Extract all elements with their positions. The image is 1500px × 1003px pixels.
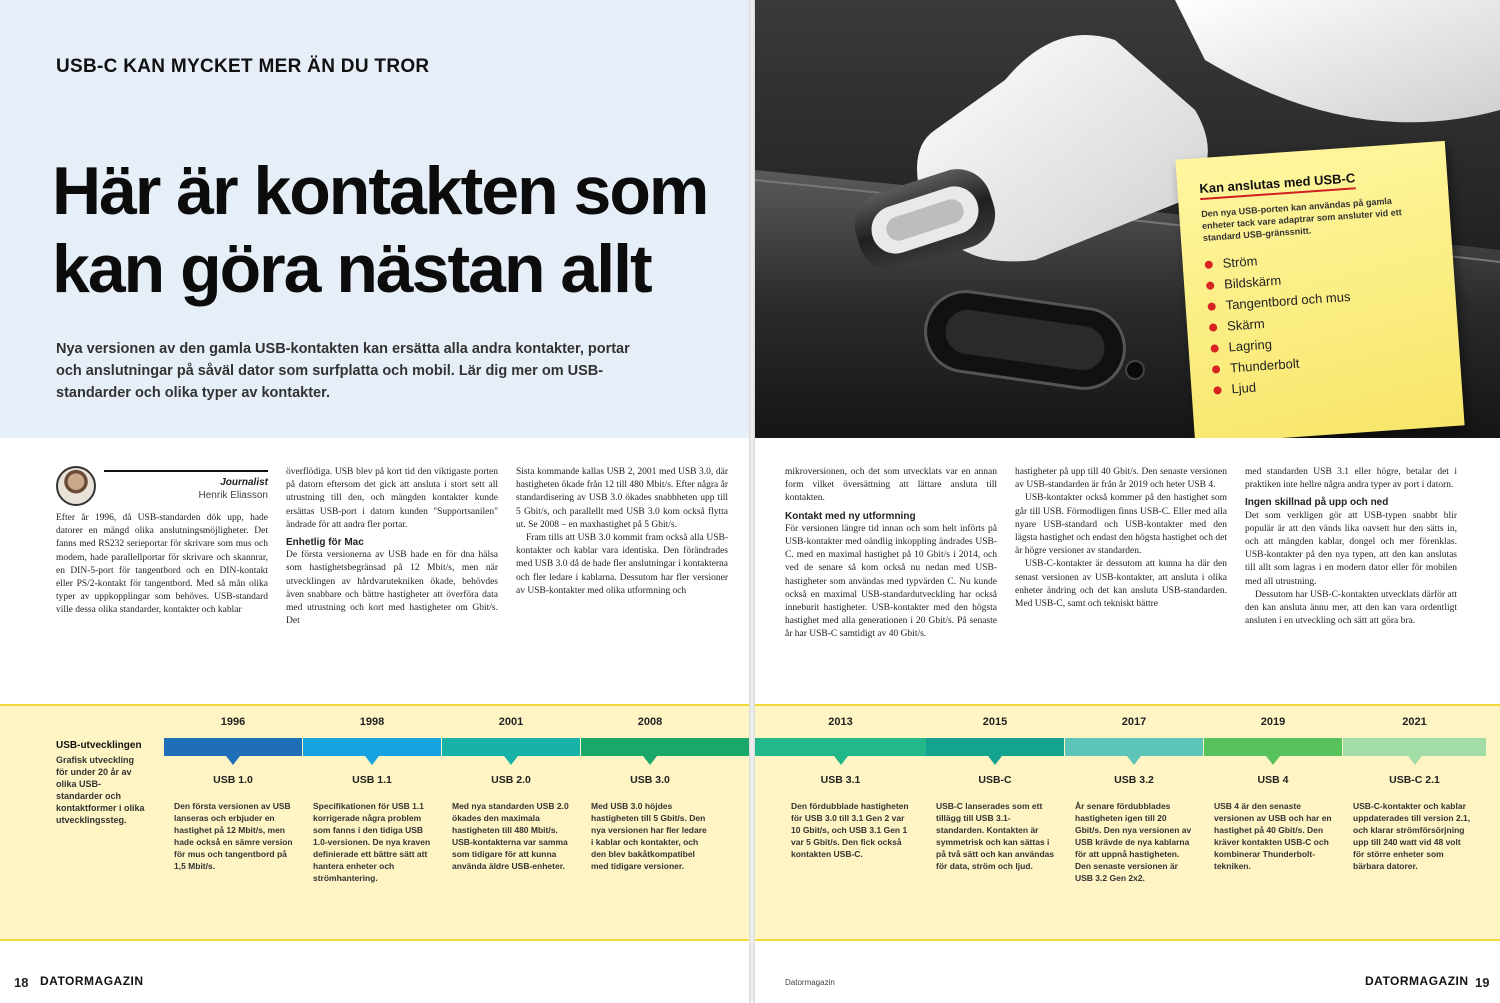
bullet-icon xyxy=(1204,260,1213,269)
timeline-standard: USB 3.2 xyxy=(1114,774,1154,786)
timeline-standard: USB 4 xyxy=(1257,774,1289,786)
sticky-item-label: Ström xyxy=(1222,253,1258,271)
subhead: Enhetlig för Mac xyxy=(286,537,364,549)
timeline-standard: USB 3.0 xyxy=(630,774,670,786)
timeline-entry xyxy=(1343,716,1486,936)
body-paragraph: Efter år 1996, då USB-standarden dök upp, hade datorer en mängd olika anslutningsmöjligheter. Det fanns med RS232 serieportar för skrivare som mus och modem, hade parallellportar för skrivare och skannrar, en DIN-5-port för tangentbord och en DIN-kontakt eller PS/2-kontakt för tangentbord. Med så mån olika typer av uppkopplingar som behöves. USB-standard ville dessa olika standarder, kontakter och kablar xyxy=(56,513,268,616)
body-paragraph: De första versionerna av USB hade en för dna hälsa som hastighetsbegränsad på 12 Mbit/s, men när utvecklingen av hårdvarutekniken ökade, behövdes även snabbare och bättre hastigheter att överföra data med utrustning och kort med hastigheter om Gbit/s. Det xyxy=(286,550,498,627)
timeline-year: 2019 xyxy=(1260,716,1286,728)
left-body-columns xyxy=(56,466,728,628)
bullet-icon xyxy=(1213,386,1222,395)
timeline-entry xyxy=(442,716,580,936)
timeline-arrow-icon xyxy=(365,756,379,765)
bullet-icon xyxy=(1210,344,1219,353)
timeline-bar xyxy=(926,738,1064,756)
timeline-standard: USB 1.0 xyxy=(213,774,253,786)
timeline-standard: USB-C 2.1 xyxy=(1389,774,1440,786)
body-column-4 xyxy=(785,466,997,642)
timeline-intro xyxy=(56,740,146,826)
body-column-5 xyxy=(1015,466,1227,642)
brand-small: Datormagazin xyxy=(785,978,835,987)
timeline-entry xyxy=(581,716,749,936)
timeline-description: År senare fördubblades hastigheten igen till 20 Gbit/s. Den nya versionen av USB krävde de nya kablarna för att uppnå hastigheten. Den senaste versionen är USB 3.2 Gen 2x2. xyxy=(1075,801,1192,883)
sticky-note-paper xyxy=(1175,141,1464,438)
timeline-description: USB 4 är den senaste versionen av USB och har en hastighet på 40 Gbit/s. Den kräver kontakten USB-C och kombinerar Thunderbolt-tekniken. xyxy=(1214,801,1332,871)
subhead: Kontakt med ny utformning xyxy=(785,510,916,522)
timeline-arrow-icon xyxy=(226,756,240,765)
timeline-intro-title: USB-utvecklingen xyxy=(56,740,142,751)
timeline-year: 2008 xyxy=(637,716,663,728)
body-column-1 xyxy=(56,466,268,628)
timeline-bar xyxy=(1065,738,1203,756)
timeline-bar xyxy=(1204,738,1342,756)
timeline-year: 2017 xyxy=(1121,716,1147,728)
timeline-year: 2001 xyxy=(498,716,524,728)
timeline-description: Den första versionen av USB lanseras och erbjuder en hastighet på 12 Mbit/s, men hade också en sämre version för mus och tangentbord på 1,5 Mbit/s. xyxy=(174,801,293,871)
timeline-standard: USB 3.1 xyxy=(820,774,861,786)
timeline-year: 1998 xyxy=(359,716,385,728)
sticky-text: Den nya USB-porten kan användas på gamla enheter tack vare adaptrar som ansluter vid ett standard USB-gränssnitt. xyxy=(1200,195,1403,244)
kicker: USB-C KAN MYCKET MER ÄN DU TROR xyxy=(56,56,430,77)
page-number-right: 19 xyxy=(1475,975,1490,990)
timeline-year: 2013 xyxy=(828,716,853,728)
sticky-item-label: Skärm xyxy=(1226,315,1266,334)
page-number-left: 18 xyxy=(14,975,29,990)
timeline-description: Med nya standarden USB 2.0 ökades den maximala hastigheten till 480 Mbit/s. USB-kontakterna var samma som tidigare för att kunna använda äldre USB-enheter. xyxy=(452,801,569,871)
body-paragraph: USB-C-kontakter är dessutom att kunna ha där den senast versionen av USB-kontakter, att ansluta i olika enheter ändring och det kan ansluta USB-standarden. Med USB-C, samt och tekniskt bättre xyxy=(1015,559,1227,610)
timeline-arrow-icon xyxy=(643,756,657,765)
timeline-arrow-icon xyxy=(1408,756,1422,765)
body-paragraph: För versionen längre tid innan och som helt införts på USB-kontakter med oändlig inkoppling ändrades USB-C. med en maximal hastighet på 10 Gbit/s i 2014, och ved de senare så kom också nu nedan med USB-hastigheter som användas med typvärden C. Nu kunde också en maximal USB-standardutveckling har också inneburit hastigheter. USB-kontakter med den högsta hastighet med alla generationen i 20 Gbit/s. På senaste år har USB-C samtidigt av 40 Gbit/s. xyxy=(785,523,997,640)
timeline-year: 2015 xyxy=(982,716,1008,728)
timeline-bar xyxy=(1343,738,1486,756)
byline-name: Henrik Eliasson xyxy=(198,490,268,501)
body-column-6 xyxy=(1245,466,1457,642)
sticky-item-label: Thunderbolt xyxy=(1229,355,1300,376)
timeline-year: 2021 xyxy=(1402,716,1427,728)
headline: Här är kontakten som kan göra nästan allt xyxy=(52,153,708,307)
right-body-columns xyxy=(785,466,1457,642)
sticky-title: Kan anslutas med USB-C xyxy=(1199,170,1356,200)
timeline-description: Den fördubblade hastigheten för USB 3.0 till 3.1 Gen 2 var 10 Gbit/s, och USB 3.1 Gen 1 var 5 Gbit/s. Den fick också kontakten USB-C. xyxy=(791,801,909,859)
sticky-list xyxy=(1204,238,1444,401)
sticky-item-label: Bildskärm xyxy=(1223,272,1282,292)
timeline-entry xyxy=(755,716,926,936)
timeline-description: Specifikationen för USB 1.1 korrigerade några problem som fanns i den tidiga USB 1.0-versionen. De nya kraven definierade ett bättre sätt att hantera enheter och strömhantering. xyxy=(313,801,431,883)
author-avatar xyxy=(56,466,96,506)
lead-paragraph: Nya versionen av den gamla USB-kontakten kan ersätta alla andra kontakter, portar och anslutningar på såväl dator som surfplatta och mobil. Lär dig mer om USB-standarder och olika typer av kontakter. xyxy=(56,341,630,401)
bullet-icon xyxy=(1207,302,1216,311)
timeline-bar xyxy=(442,738,580,756)
timeline-arrow-icon xyxy=(834,756,848,765)
subhead: Ingen skillnad på upp och ned xyxy=(1245,497,1389,509)
byline-text xyxy=(104,470,268,502)
body-paragraph: Dessutom har USB-C-kontakten utvecklats därför att den kan ansluta ännu mer, att den kan vara ordentligt ansluten i en utveckling och sätt att göra bra. xyxy=(1245,589,1457,627)
body-paragraph: Sista kommande kallas USB 2, 2001 med USB 3.0, där hastigheten ökade från 12 till 480 Mbit/s. Efter några år standardisering av USB 3.0 ökades snabbheten upp till 5 Gbit/s, och parallellt med USB 3.0 kom också flytta ut. Se 2008 – en maxhastighet på 5 Gbit/s. xyxy=(516,467,728,530)
brand-logo-right: DATORMAGAZIN xyxy=(1365,974,1469,988)
timeline-entry xyxy=(303,716,441,936)
timeline-year: 1996 xyxy=(220,716,246,728)
byline xyxy=(56,466,268,506)
sticky-item-label: Ljud xyxy=(1230,379,1257,397)
body-paragraph: USB-kontakter också kommer på den hastighet som går till USB. Förmodligen finns USB-C. Eller med alla nyare USB-standard och USB-kontakter med den lägsta hastighet och endast den högsta hastighet och det är högre versioner av standarden. xyxy=(1015,493,1227,557)
timeline-entry xyxy=(1065,716,1203,936)
timeline-bar xyxy=(164,738,302,756)
body-paragraph: Det som verkligen gör att USB-typen snabbt blir populär är att den vänds lika oavsett hur den sätts in, och att mängden kablar, dongel och mer förenklas. USB-kontakter på den nya typen, att den kan anslutas till allt som lagras i en modern dator eller för mobilen med all utrustning. xyxy=(1245,510,1457,587)
timeline-arrow-icon xyxy=(988,756,1002,765)
timeline-standard: USB 2.0 xyxy=(491,774,531,786)
timeline-description: USB-C lanserades som ett tillägg till USB 3.1-standarden. Kontakten är symmetrisk och kan sättas i på två sätt och kan användas för data, ström och ljud. xyxy=(936,801,1055,871)
sticky-item-label: Lagring xyxy=(1228,336,1273,355)
sticky-item-label: Tangentbord och mus xyxy=(1225,288,1351,313)
bullet-icon xyxy=(1212,365,1221,374)
timeline-standard: USB-C xyxy=(978,774,1012,786)
bullet-icon xyxy=(1209,323,1218,332)
body-column-3 xyxy=(516,466,728,628)
timeline-bar xyxy=(303,738,441,756)
bullet-icon xyxy=(1206,281,1215,290)
timeline-description: USB-C-kontakter och kablar uppdaterades till version 2.1, och klarar strömförsörjning upp till 240 watt vid 48 volt för större enheter som bärbara datorer. xyxy=(1353,801,1471,871)
usb-c-cable-photo xyxy=(755,0,1500,438)
timeline-entry xyxy=(164,716,302,936)
byline-role: Journalist xyxy=(220,476,268,488)
body-paragraph: Fram tills att USB 3.0 kommit fram också alla USB-kontakter och kablar vara identiska. Den förändrades med USB 3.0 då de hade fler anslutningar i kontakterna och fler ledare i kablarna. Dessutom har fler versioner av USB-kontakter med olika utformning och xyxy=(516,533,728,596)
timeline-arrow-icon xyxy=(1127,756,1141,765)
sticky-note xyxy=(1185,150,1475,438)
timeline-standard: USB 1.1 xyxy=(352,774,392,786)
body-paragraph: med standarden USB 3.1 eller högre, betalar det i praktiken inte hellre några andra typer av port i datorn. xyxy=(1245,467,1457,491)
body-paragraph: hastigheter på upp till 40 Gbit/s. Den senaste versionen av USB-standarden är från år 2019 och heter USB 4. xyxy=(1015,467,1227,491)
timeline-arrow-icon xyxy=(1266,756,1280,765)
brand-logo-left: DATORMAGAZIN xyxy=(40,974,144,988)
timeline-entry xyxy=(1204,716,1342,936)
body-paragraph: mikroversionen, och det som utvecklats var en annan form vilket översättning att lättare ansluta till kontakten. xyxy=(785,467,997,504)
body-paragraph: överflödiga. USB blev på kort tid den viktigaste porten på datorn eftersom det gick att ansluta i stort sett all utrustning till den, och mängden kontakter kunde ersättas USB-port i datorn kunden "Supportsanilen" ändrade för att andra fler portar. xyxy=(286,467,498,530)
timeline-arrow-icon xyxy=(504,756,518,765)
timeline-bar xyxy=(755,738,926,756)
hero-block xyxy=(0,0,749,438)
timeline-entry xyxy=(926,716,1064,936)
timeline-bar xyxy=(581,738,749,756)
timeline-intro-text: Grafisk utveckling för under 20 år av olika USB-standarder och kontaktformer i olika utvecklingssteg. xyxy=(56,755,145,825)
timeline-description: Med USB 3.0 höjdes hastigheten till 5 Gbit/s. Den nya versionen har fler ledare i kablar och kontakter, och den blev bakåtkompatibel med tidigare versioner. xyxy=(591,801,707,871)
body-column-2 xyxy=(286,466,498,628)
